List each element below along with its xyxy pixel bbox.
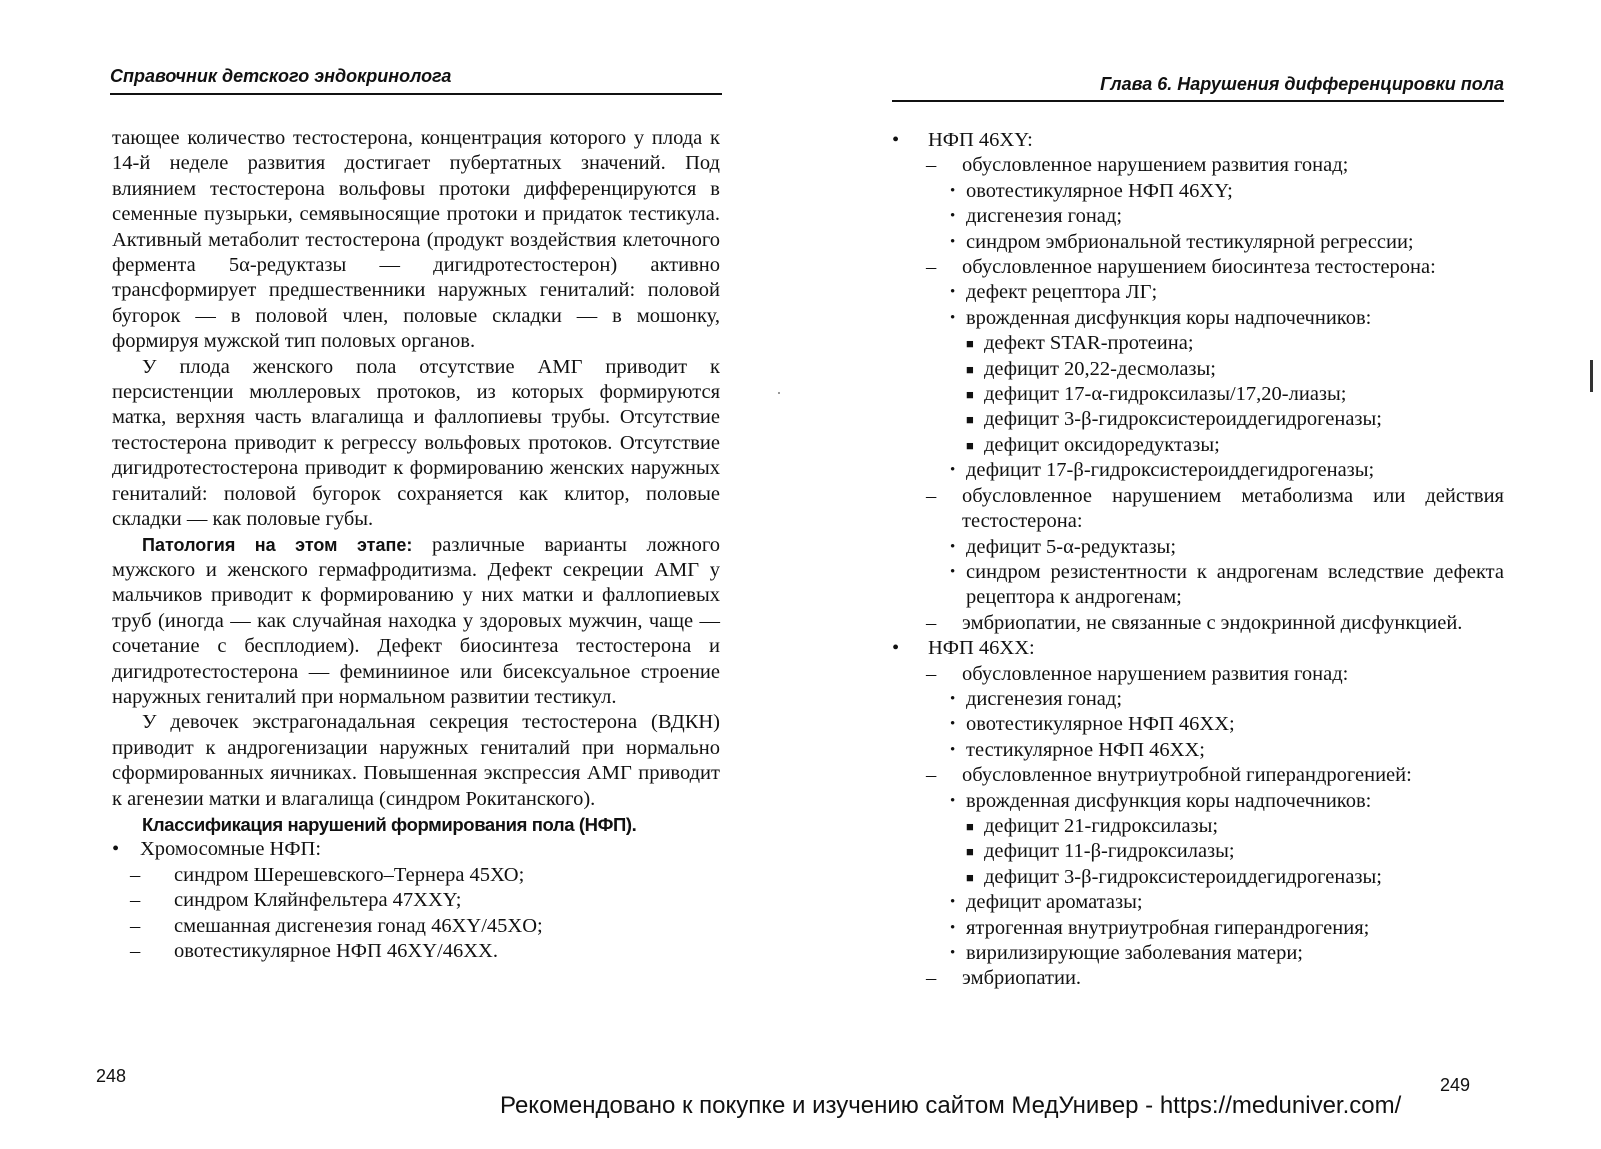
bullet-icon: • (950, 894, 956, 911)
list-item-text: эмбриопатии. (962, 967, 1082, 990)
list-item-text: дефицит оксидоредуктазы; (984, 433, 1220, 456)
watermark: Рекомендовано к покупке и изучению сайтом МедУнивер - https://meduniver.com/ (500, 1092, 1402, 1119)
dash-icon: – (926, 662, 937, 685)
list-item (892, 687, 1504, 712)
bullet-icon: • (950, 182, 956, 199)
dash-icon: – (130, 940, 141, 962)
bullet-icon: • (950, 792, 956, 809)
list-item-text: ятрогенная внутриутробная гиперандрогения; (966, 916, 1370, 939)
list-item-text: НФП 46XY: (928, 129, 1033, 151)
list-item-text: дисгенезия гонад; (966, 205, 1123, 228)
list-item (892, 179, 1504, 204)
list-item (892, 306, 1504, 331)
list-item (892, 382, 1504, 407)
list-item: – синдром Кляйнфельтера 47XXY; (112, 888, 720, 913)
paragraph-1: тающее количество тестостерона, концентрация которого у плода к 14-й неделе развития достигает пубертатных значений. Под влиянием тестостерона вольфовы протоки дифференцируются в семенные пузырьки, семявыносящие протоки и придаток тестикула. Активный метаболит тестостерона (продукт воздействия клеточного фермента 5α-редуктазы — дигидротестостерон) активно трансформирует предшественники наружных гениталий: половой бугорок — в половой член, половые складки — в мошонку, формируя мужской тип половых органов. (112, 127, 720, 353)
list-item-text: обусловленное нарушением биосинтеза тестостерона: (962, 256, 1436, 279)
list-item-text: дефицит 17-α-гидроксилазы/17,20-лиазы; (984, 383, 1347, 406)
list-item-text: обусловленное нарушением метаболизма или действия тестостерона: (962, 484, 1504, 533)
list-item: – синдром Шерешевского–Тернера 45ХО; (112, 863, 720, 888)
list-item (892, 560, 1504, 611)
dash-icon: – (926, 256, 937, 279)
list-item-text: дефицит ароматазы; (966, 891, 1143, 914)
dash-icon: – (130, 863, 141, 886)
dash-icon: – (926, 611, 937, 634)
list-item (892, 433, 1504, 458)
square-bullet-icon: ■ (966, 869, 974, 885)
list-item-text: врожденная дисфункция коры надпочечников: (966, 306, 1372, 329)
bullet-icon: • (950, 716, 956, 733)
list-item-text: дефект STAR-протеина; (984, 332, 1194, 355)
dash-icon: – (130, 889, 141, 912)
square-bullet-icon: ■ (966, 818, 974, 834)
chromosomal-list (112, 837, 720, 964)
header-rule-right (892, 100, 1504, 102)
list-item (892, 636, 1504, 661)
bullet-icon: • (950, 208, 956, 225)
left-page (0, 0, 800, 1149)
list-item-text: тестикулярное НФП 46XX; (966, 738, 1205, 761)
list-item-text: дефицит 20,22-десмолазы; (984, 357, 1216, 380)
scan-edge-mark (1590, 360, 1593, 392)
square-bullet-icon: ■ (966, 361, 974, 377)
list-item (892, 255, 1504, 280)
list-item (892, 458, 1504, 483)
list-item (892, 789, 1504, 814)
square-bullet-icon: ■ (966, 844, 974, 860)
square-bullet-icon: ■ (966, 387, 974, 403)
list-item-text: дефицит 17-β-гидроксистероиддегидрогеназы; (966, 459, 1375, 482)
list-item-text: эмбриопатии, не связанные с эндокринной дисфункцией. (962, 611, 1463, 634)
list-item-text: обусловленное нарушением развития гонад: (962, 662, 1349, 685)
list-item-text: овотестикулярное НФП 46XX; (966, 713, 1235, 736)
list-item-text: вирилизирующие заболевания матери; (966, 942, 1303, 964)
bullet-icon: • (950, 919, 956, 936)
bullet-icon: • (950, 538, 956, 555)
list-item (892, 484, 1504, 535)
left-body-text (112, 126, 720, 964)
bullet-icon: • (950, 690, 956, 707)
list-item (892, 407, 1504, 432)
list-item (892, 814, 1504, 839)
list-item-text: синдром эмбриональной тестикулярной регрессии; (966, 230, 1414, 253)
running-head-right: Глава 6. Нарушения дифференцировки пола (1100, 74, 1504, 94)
dash-icon: – (926, 484, 937, 507)
list-item (892, 357, 1504, 382)
list-item (892, 941, 1504, 966)
bullet-icon: • (950, 945, 956, 961)
paragraph-4: У девочек экстрагонадальная секреция тестостерона (ВДКН) приводит к андрогенизации наружных гениталий при нормально сформированных яичниках. Повышенная экспрессия АМГ приводит к агенезии матки и влагалища (синдром Рокитанского). (112, 711, 720, 810)
bullet-icon: • (950, 563, 956, 580)
paragraph-3-runin: Патология на этом этапе: (142, 534, 413, 555)
list-item-text: НФП 46XX: (928, 637, 1035, 660)
list-item (892, 916, 1504, 941)
list-item: – смешанная дисгенезия гонад 46XY/45XO; (112, 914, 720, 939)
header-rule-left (110, 93, 722, 95)
list-item (892, 331, 1504, 356)
dash-icon: – (926, 764, 937, 787)
classification-heading: Классификация нарушений формирования пола (НФП). (142, 813, 637, 835)
list-item-text: врожденная дисфункция коры надпочечников: (966, 789, 1372, 812)
bullet-icon: • (892, 129, 900, 151)
bullet-icon: • (950, 284, 956, 301)
list-item (892, 890, 1504, 915)
bullet-icon: • (112, 838, 120, 861)
list-item-text: обусловленное нарушением развития гонад; (962, 154, 1349, 177)
list-item-text: дефицит 21-гидроксилазы; (984, 814, 1219, 837)
list-item-text: дисгенезия гонад; (966, 687, 1123, 710)
right-body-text (892, 128, 1504, 992)
list-item (892, 280, 1504, 305)
list-item-text: дефицит 11-β-гидроксилазы; (984, 840, 1235, 863)
page-number-left: 248 (96, 1066, 127, 1086)
list-item (892, 966, 1504, 991)
list-item (892, 865, 1504, 890)
list-item (892, 128, 1504, 153)
right-page (800, 0, 1601, 1149)
list-item (892, 738, 1504, 763)
paragraph-2: У плода женского пола отсутствие АМГ приводит к персистенции мюллеровых протоков, из которых формируются матка, верхняя часть влагалища и фаллопиевы трубы. Отсутствие тестостерона приводит к регрессу вольфовых протоков. Отсутствие дигидротестостерона приводит к формированию женских наружных гениталий: половой бугорок сохраняется как клитор, половые складки — как половые губы. (112, 355, 720, 531)
list-item-text: дефицит 3-β-гидроксистероиддегидрогеназы; (984, 408, 1382, 431)
paragraph-3-text: различные варианты ложного мужского и женского гермафродитизма. Дефект секреции АМГ у мальчиков приводит к формированию у них матки и фаллопиевых труб (иногда — как случайная находка у здоровых мужчин, чаще — сочетание с бесплодием). Дефект биосинтеза тестостерона и дигидротестостерона — феминииное или бисексуальное строение наружных гениталий при нормальном развитии тестикул. (112, 533, 720, 708)
bullet-icon: • (892, 637, 900, 660)
square-bullet-icon: ■ (966, 412, 974, 428)
list-item-text: овотестикулярное НФП 46XY; (966, 179, 1233, 202)
list-item (892, 839, 1504, 864)
paragraph-3 (112, 533, 720, 711)
list-item (892, 153, 1504, 178)
bullet-icon: • (950, 309, 956, 326)
list-item: – овотестикулярное НФП 46XY/46XX. (112, 939, 720, 964)
dash-icon: – (926, 154, 937, 177)
list-item-text: дефицит 3-β-гидроксистероиддегидрогеназы; (984, 865, 1382, 888)
dash-icon: – (926, 967, 937, 990)
list-item-text: дефицит 5-α-редуктазы; (966, 535, 1177, 558)
gutter-speck (778, 392, 780, 394)
list-item: • Хромосомные НФП: (112, 837, 720, 862)
list-item-text: синдром резистентности к андрогенам вследствие дефекта рецептора к андрогенам; (966, 560, 1504, 609)
list-item (892, 763, 1504, 788)
list-item (892, 535, 1504, 560)
bullet-icon: • (950, 233, 956, 250)
bullet-icon: • (950, 741, 956, 758)
list-item (892, 712, 1504, 737)
list-item (892, 662, 1504, 687)
list-item (892, 611, 1504, 636)
list-item-text: дефект рецептора ЛГ; (966, 281, 1158, 304)
square-bullet-icon: ■ (966, 336, 974, 352)
dash-icon: – (130, 914, 141, 937)
list-item (892, 204, 1504, 229)
list-item-text: обусловленное внутриутробной гиперандрогенией: (962, 764, 1412, 787)
bullet-icon: • (950, 462, 956, 479)
square-bullet-icon: ■ (966, 437, 974, 453)
page-number-right: 249 (1440, 1075, 1471, 1095)
list-item (892, 230, 1504, 255)
running-head-left: Справочник детского эндокринолога (110, 66, 452, 86)
